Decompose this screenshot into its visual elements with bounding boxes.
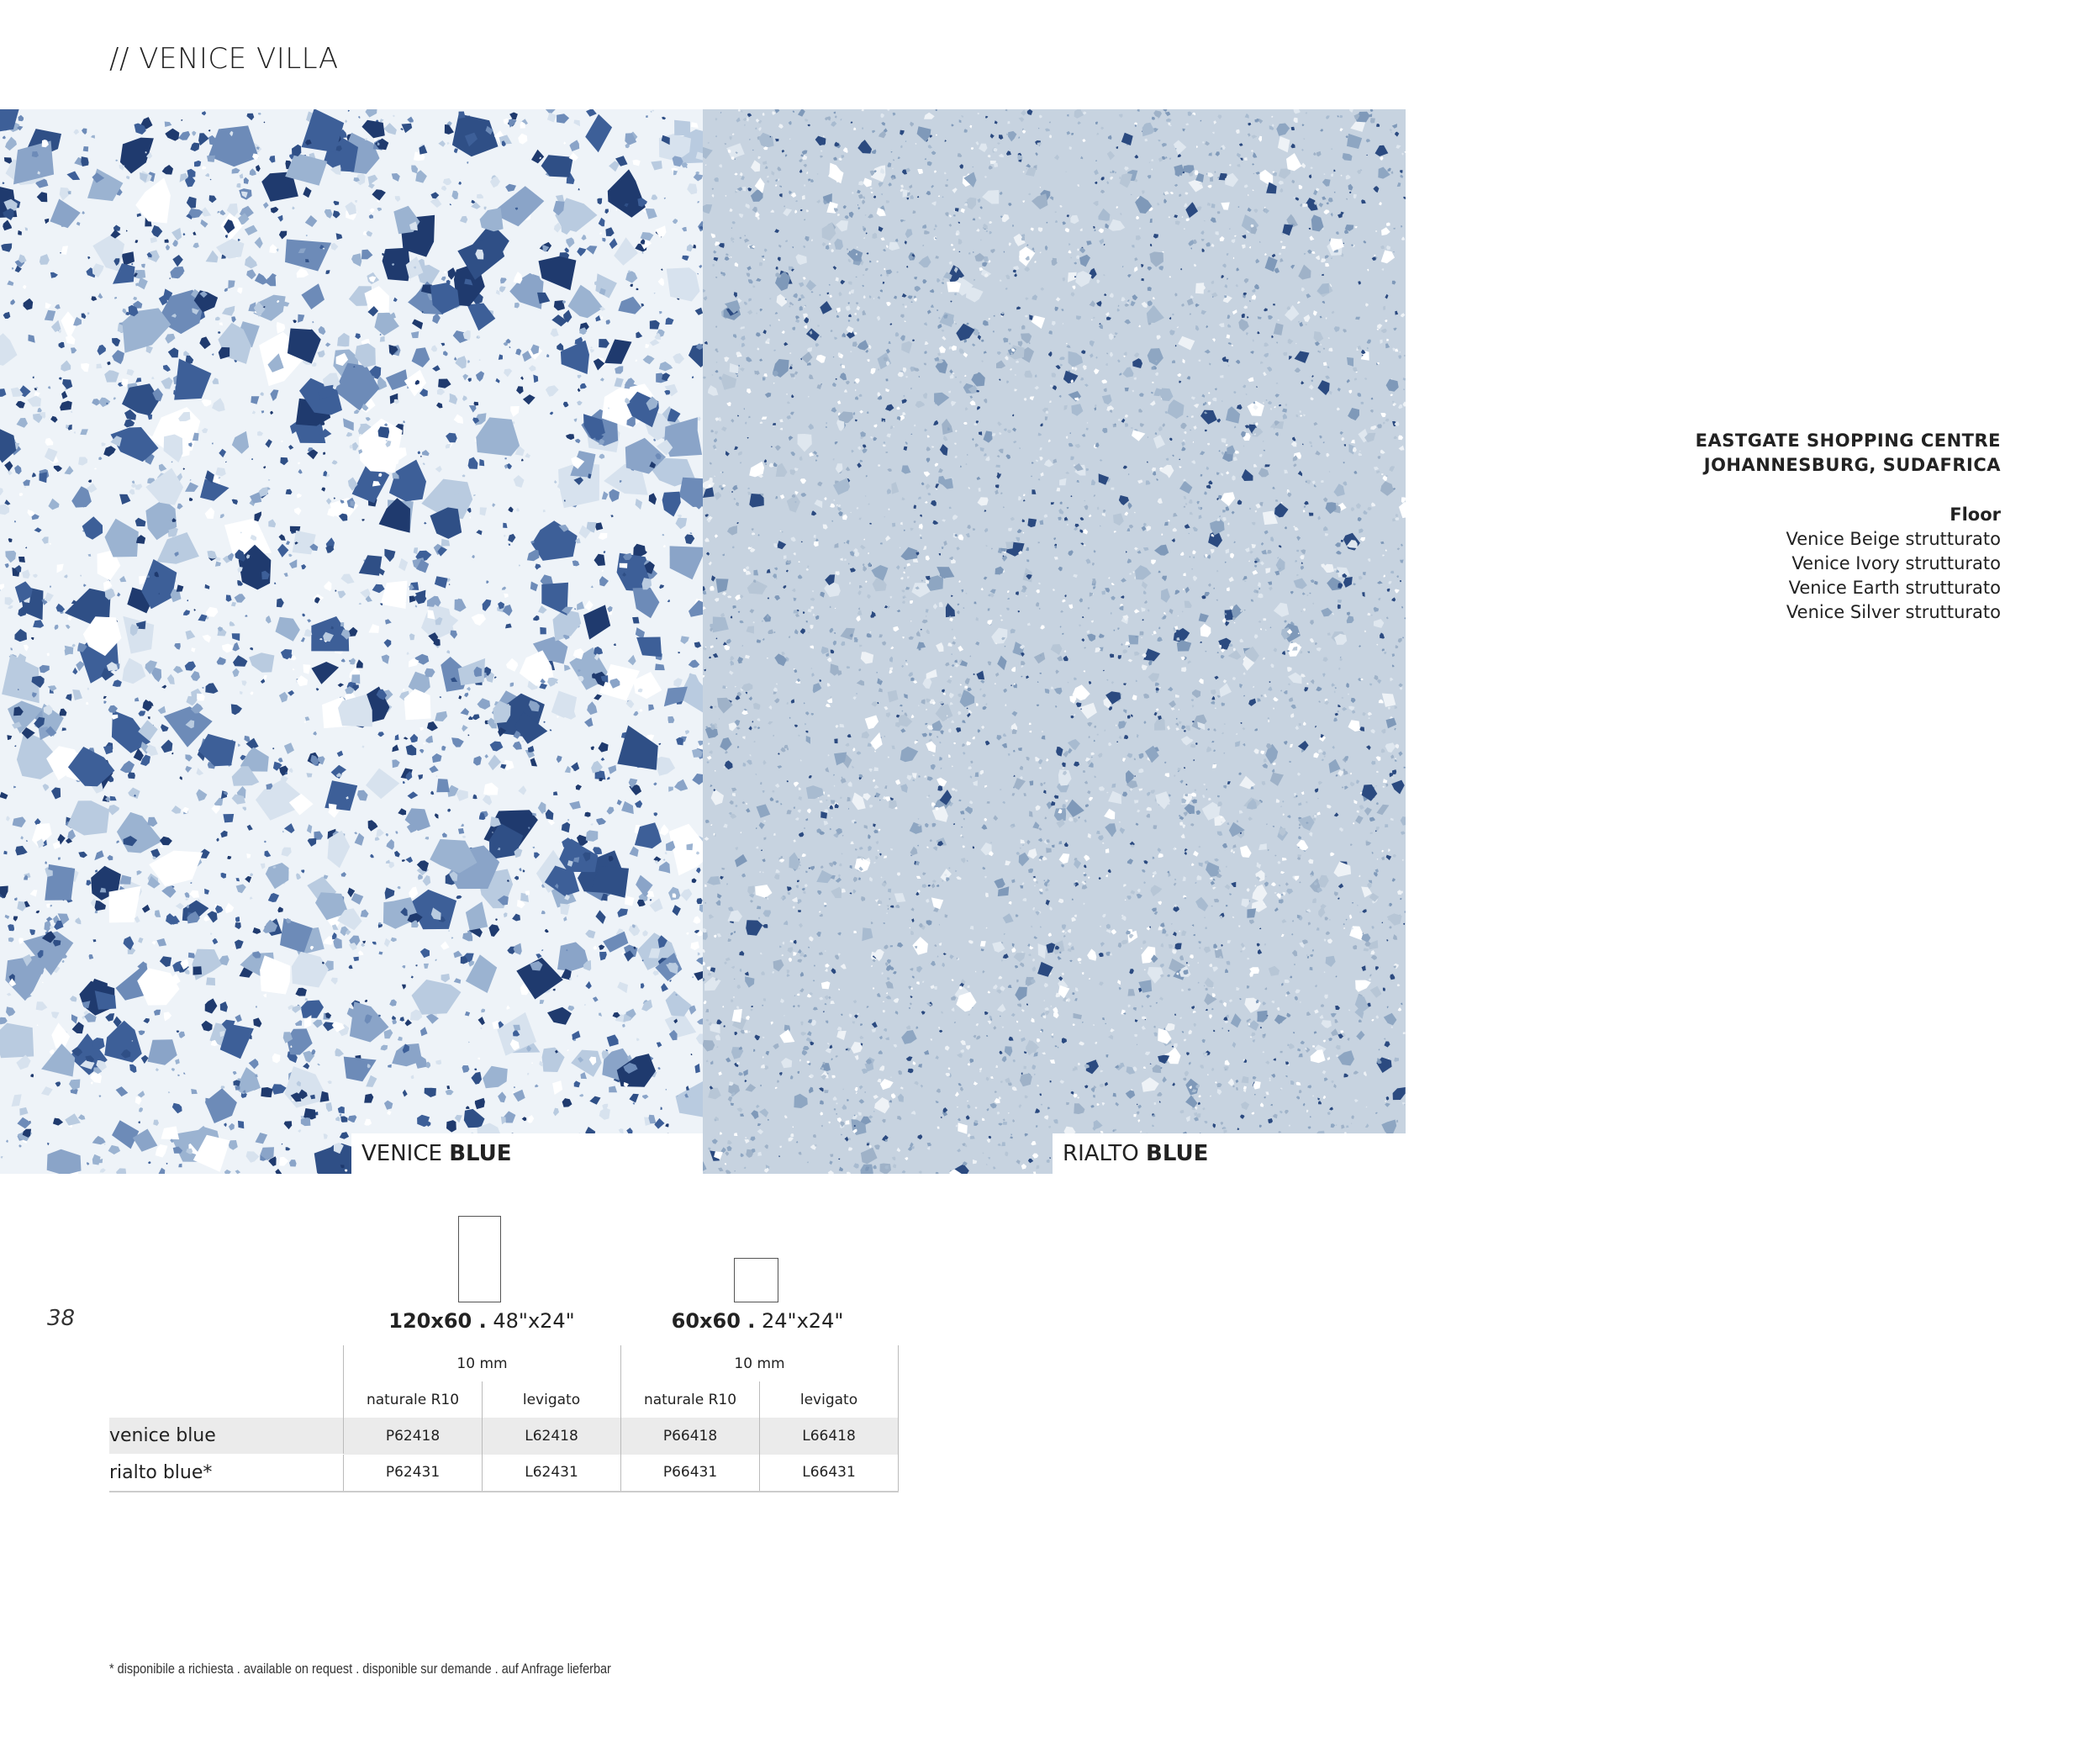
venice-blue-label-light: VENICE xyxy=(361,1141,442,1166)
format-120x60-icon xyxy=(458,1216,501,1302)
project-credits xyxy=(1696,429,2001,625)
floor-item: Venice Silver strutturato xyxy=(1786,602,2001,622)
finish-header: naturale R10 xyxy=(344,1381,483,1418)
table-row xyxy=(109,1455,899,1492)
venice-blue-label-bold: BLUE xyxy=(449,1141,512,1166)
floor-item: Venice Earth strutturato xyxy=(1788,578,2001,598)
finish-header: levigato xyxy=(760,1381,899,1418)
thickness-cell: 10 mm xyxy=(344,1345,621,1381)
format-size-inches: 48"x24" xyxy=(493,1309,575,1333)
rialto-blue-label xyxy=(1053,1133,1416,1174)
finish-header: naturale R10 xyxy=(621,1381,760,1418)
format-size-bold: 120x60 . xyxy=(388,1309,487,1333)
floor-label: Floor xyxy=(1950,504,2001,525)
code-cell: P62418 xyxy=(344,1418,483,1455)
code-cell: P66431 xyxy=(621,1455,760,1492)
product-codes-table xyxy=(109,1345,899,1492)
project-title-line1: EASTGATE SHOPPING CENTRE xyxy=(1695,431,2001,451)
format-60x60-icon xyxy=(734,1258,778,1302)
rialto-blue-label-bold: BLUE xyxy=(1146,1141,1209,1166)
row-label: rialto blue* xyxy=(109,1455,344,1492)
page-number: 38 xyxy=(47,1306,76,1331)
code-cell: L62431 xyxy=(483,1455,621,1492)
row-label: venice blue xyxy=(109,1418,344,1455)
footnote: * disponibile a richiesta . available on request . disponible sur demande . auf Anfrage lieferbar xyxy=(109,1661,611,1677)
floor-item: Venice Beige strutturato xyxy=(1786,529,2001,549)
format-size-inches: 24"x24" xyxy=(762,1309,844,1333)
floor-item: Venice Ivory strutturato xyxy=(1791,553,2001,573)
rialto-blue-swatch-image xyxy=(703,109,1406,1174)
code-cell: L66431 xyxy=(760,1455,899,1492)
section-title: // VENICE VILLA xyxy=(109,42,339,76)
format-60x60-label xyxy=(619,1309,896,1333)
code-cell: P66418 xyxy=(621,1418,760,1455)
venice-blue-label xyxy=(351,1133,713,1174)
code-cell: L66418 xyxy=(760,1418,899,1455)
venice-blue-swatch-image xyxy=(0,109,703,1174)
format-120x60-label xyxy=(343,1309,620,1333)
project-title-line2: JOHANNESBURG, SUDAFRICA xyxy=(1703,455,2001,475)
table-row xyxy=(109,1418,899,1455)
rialto-blue-label-light: RIALTO xyxy=(1063,1141,1139,1166)
thickness-cell: 10 mm xyxy=(621,1345,899,1381)
code-cell: P62431 xyxy=(344,1455,483,1492)
code-cell: L62418 xyxy=(483,1418,621,1455)
format-size-bold: 60x60 . xyxy=(671,1309,756,1333)
finish-header: levigato xyxy=(483,1381,621,1418)
